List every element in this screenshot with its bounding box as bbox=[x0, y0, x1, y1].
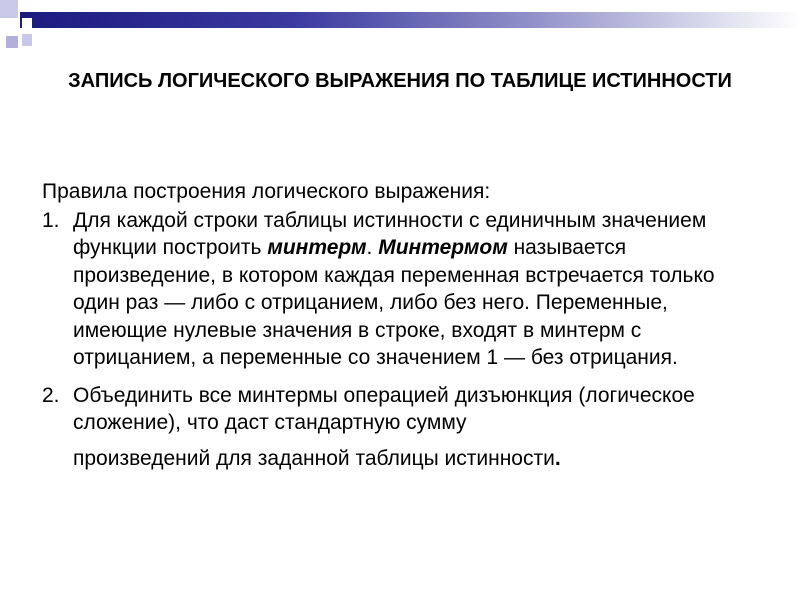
slide-title: ЗАПИСЬ ЛОГИЧЕСКОГО ВЫРАЖЕНИЯ ПО ТАБЛИЦЕ ИСТИННОСТИ bbox=[68, 70, 732, 92]
rule-item-2 bbox=[42, 382, 762, 473]
rules-intro: Правила построения логического выражения: bbox=[42, 180, 491, 203]
rule-number: 1. bbox=[42, 208, 60, 232]
rule-text bbox=[73, 207, 762, 372]
rule-text-part: Объединить все минтермы операцией дизъюнкция (логическое сложение), что даст стандартную сумму bbox=[73, 383, 695, 434]
rule-text-part: Для каждой строки таблицы истинности с единичным значением функции построить bbox=[73, 208, 707, 259]
term-mintermom: Минтермом bbox=[378, 236, 508, 259]
rule-text-part: произведений для заданной таблицы истинности bbox=[73, 446, 555, 470]
header-gradient-bar bbox=[20, 12, 800, 28]
rule-item-1 bbox=[42, 207, 762, 372]
decorative-square bbox=[36, 0, 48, 10]
rule-text-part: называется произведение, в котором каждая переменная встречается только один раз — либо с отрицанием, либо без него. Переменные, имеющие нулевые значения в строке, входят в минтерм с отрицанием, а переменные со значением 1 — без отрицания. bbox=[73, 236, 715, 369]
rule-text bbox=[73, 382, 762, 473]
slide-body bbox=[42, 178, 762, 472]
rule-text-part: . bbox=[366, 236, 379, 259]
decorative-square bbox=[22, 18, 32, 30]
decorative-square bbox=[0, 0, 18, 18]
term-minterm: минтерм bbox=[267, 236, 367, 259]
rule-number: 2. bbox=[42, 383, 60, 407]
decorative-square bbox=[22, 34, 32, 46]
decorative-square bbox=[6, 36, 18, 48]
end-period: . bbox=[554, 446, 561, 470]
rule-text-last-line bbox=[73, 445, 762, 473]
